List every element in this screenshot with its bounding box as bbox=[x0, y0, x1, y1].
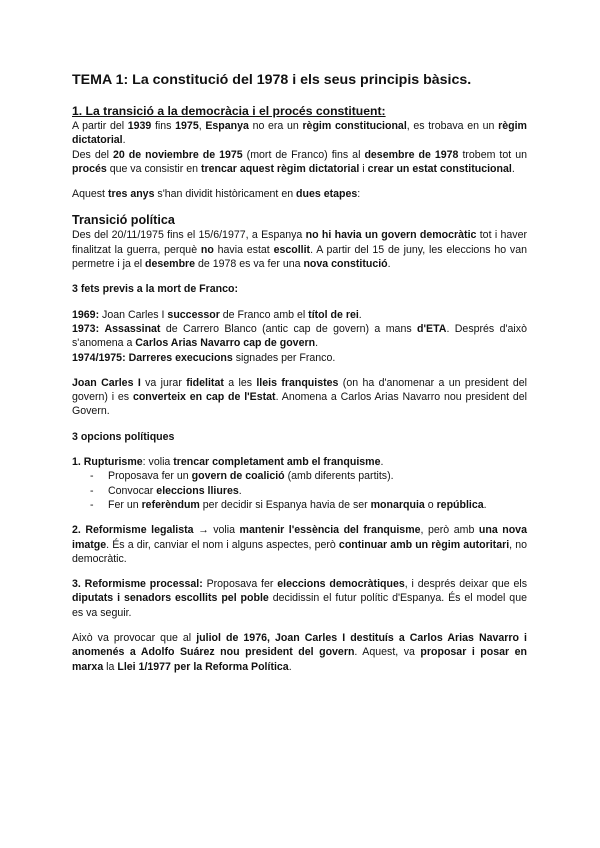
text-run: → volia bbox=[193, 524, 240, 537]
text-run: , però amb bbox=[420, 524, 479, 537]
bold-text-run: diputats i senadors escollits pel poble bbox=[72, 592, 269, 605]
text-run: s'han dividit històricament en bbox=[154, 188, 297, 201]
bold-text-run: títol de rei bbox=[308, 308, 359, 321]
opcio-rupturisme bbox=[72, 455, 527, 469]
bold-text-run: trencar aquest règim dictatorial bbox=[200, 162, 360, 175]
text-run: Joan Carles I bbox=[99, 308, 168, 321]
bold-text-run: crear un estat constitucional bbox=[367, 162, 512, 175]
bold-text-run: Darreres execucions bbox=[128, 351, 233, 364]
bold-text-run: eleccions lliures bbox=[156, 484, 239, 497]
text-run: signades per Franco. bbox=[232, 351, 336, 364]
text-run: fins bbox=[151, 120, 176, 132]
text-run: a les bbox=[223, 376, 257, 389]
bold-text-run: desembre de 1978 bbox=[364, 148, 459, 161]
bold-text-run: monarquia bbox=[370, 498, 425, 511]
bold-text-run: escollit bbox=[273, 243, 311, 256]
text-run: . bbox=[315, 337, 319, 350]
text-run: A partir del bbox=[72, 120, 128, 132]
bold-text-run: 20 de noviembre de 1975 bbox=[113, 148, 243, 161]
text-run: Proposava fer un bbox=[108, 470, 192, 483]
bold-text-run: juliol de 1976, Joan Carles I destituís a Carlos Arias Navarro i anomenés a Adolfo Suárez nou president del govern bbox=[72, 632, 527, 659]
text-run: Des del 20/11/1975 fins el 15/6/1977, a Espanya bbox=[72, 229, 306, 242]
text-run: tot i haver finalitzat la guerra, perquè bbox=[72, 229, 527, 256]
bold-text-run: 1939 bbox=[127, 120, 152, 132]
text-run: o bbox=[424, 498, 437, 511]
text-run: va jurar bbox=[140, 376, 187, 389]
text-run: i bbox=[359, 162, 368, 175]
bold-text-run: Llei 1/1977 per la Reforma Política bbox=[117, 660, 289, 673]
text-run: . bbox=[483, 498, 487, 511]
text-run: , i després deixar que els bbox=[404, 578, 527, 591]
bold-text-run: Carlos Arias Navarro cap de govern bbox=[135, 337, 316, 350]
paragraph-etapes bbox=[72, 187, 527, 201]
text-run: (mort de Franco) fins al bbox=[242, 148, 365, 161]
bold-text-run: Joan Carles I bbox=[72, 376, 141, 389]
paragraph-transicio bbox=[72, 228, 527, 271]
bold-text-run: procés bbox=[72, 162, 107, 175]
bold-text-run: no hi havia un govern democràtic bbox=[305, 229, 477, 242]
text-run: , no democràtic. bbox=[72, 538, 528, 565]
bold-text-run: eleccions democràtiques bbox=[277, 578, 405, 591]
text-run: Fer un bbox=[108, 498, 142, 511]
bold-text-run: referèndum bbox=[141, 498, 200, 511]
bold-text-run: 1974/1975: bbox=[72, 351, 126, 364]
text-run: Això va provocar que al bbox=[72, 632, 197, 645]
text-run: . bbox=[238, 484, 242, 497]
heading-fets-previs: 3 fets previs a la mort de Franco: bbox=[72, 283, 239, 296]
fet-1973 bbox=[72, 322, 527, 351]
text-run: Des del bbox=[72, 148, 113, 161]
bold-text-run: 1969: bbox=[72, 308, 100, 321]
text-run: . Després d'això s'anomena a bbox=[72, 322, 527, 350]
text-run: per decidir si Espanya havia de ser bbox=[199, 498, 371, 511]
bold-text-run: una nova imatge bbox=[72, 524, 527, 551]
bold-text-run: continuar amb un règim autoritari bbox=[338, 538, 510, 551]
text-run: de Carrero Blanco (antic cap de govern) a mans bbox=[160, 322, 418, 335]
text-run: . Aquest, va bbox=[354, 646, 421, 659]
text-run: que va consistir en bbox=[106, 162, 201, 175]
bold-text-run: proposar i posar en marxa bbox=[72, 646, 527, 673]
paragraph-proces bbox=[72, 148, 527, 177]
text-run: . És a dir, canviar el nom i alguns aspectes, però bbox=[106, 538, 339, 551]
bold-text-run: Espanya bbox=[205, 120, 249, 132]
text-run: . bbox=[288, 660, 292, 673]
bold-text-run: converteix en cap de l'Estat bbox=[132, 391, 276, 404]
fet-1974-1975 bbox=[72, 351, 527, 365]
text-run: . Anomena a Carlos Arias Navarro nou president del Govern. bbox=[72, 391, 527, 418]
bold-text-run: 1. Rupturisme bbox=[72, 456, 143, 469]
list-item bbox=[72, 484, 527, 498]
list-item bbox=[72, 469, 527, 483]
text-run: . bbox=[380, 456, 384, 469]
text-run: trobem tot un bbox=[458, 148, 527, 161]
text-run: no era un bbox=[248, 120, 303, 132]
text-run: . bbox=[358, 308, 362, 321]
document-body bbox=[72, 104, 527, 674]
bold-text-run: d'ETA bbox=[417, 322, 447, 335]
text-run: Aquest bbox=[72, 188, 108, 201]
text-run: (on ha d'anomenar a un president del govern) i es bbox=[72, 376, 527, 404]
bold-text-run: tres anys bbox=[107, 188, 155, 201]
fet-1969 bbox=[72, 308, 527, 322]
bold-text-run: 2. Reformisme legalista bbox=[72, 524, 194, 537]
bold-text-run: trencar completament amb el franquisme bbox=[173, 456, 381, 469]
text-run: (amb diferents partits). bbox=[284, 470, 394, 483]
bold-text-run: lleis franquistes bbox=[256, 376, 339, 389]
bold-text-run: successor bbox=[167, 308, 220, 321]
bold-text-run: 1975 bbox=[175, 120, 199, 132]
bold-text-run: dues etapes bbox=[296, 188, 358, 201]
bold-text-run: govern de coalició bbox=[191, 470, 285, 483]
paragraph-joan-carles bbox=[72, 376, 527, 419]
section-heading-transicio-democracia: 1. La transició a la democràcia i el procés constituent: bbox=[72, 104, 386, 118]
bold-text-run: règim constitucional bbox=[302, 120, 407, 132]
subheading-transicio-politica: Transició política bbox=[72, 213, 175, 228]
heading-opcions-politiques: 3 opcions polítiques bbox=[72, 430, 175, 443]
document-title: TEMA 1: La constitució del 1978 i els seus principis bàsics. bbox=[72, 72, 472, 88]
bold-text-run: nova constitució bbox=[303, 258, 388, 271]
bold-text-run: Assassinat bbox=[104, 322, 161, 335]
text-run: . bbox=[511, 162, 515, 175]
text-run: havia estat bbox=[213, 243, 274, 256]
bold-text-run: no bbox=[200, 243, 214, 256]
paragraph-conclusio bbox=[72, 631, 527, 674]
opcio-reformisme-legalista bbox=[72, 523, 527, 566]
bold-text-run: 3. Reformisme processal: bbox=[72, 578, 203, 591]
text-run: : bbox=[357, 188, 361, 201]
bold-text-run: mantenir l'essència del franquisme bbox=[239, 524, 421, 537]
text-run: la bbox=[103, 660, 118, 673]
text-run: de 1978 es va fer una bbox=[195, 258, 304, 271]
bold-text-run: república bbox=[436, 498, 484, 511]
text-run: Proposava fer bbox=[202, 578, 278, 591]
opcio-reformisme-processal bbox=[72, 577, 527, 620]
text-run: . A partir del 15 de juny, les eleccions ho van permetre i ja el bbox=[72, 243, 527, 271]
text-run: , bbox=[198, 120, 206, 132]
text-run: de Franco amb el bbox=[219, 308, 309, 321]
bold-text-run: desembre bbox=[145, 258, 196, 271]
text-run: decidissin el futur polític d'Espanya. És el model que es va seguir. bbox=[72, 592, 527, 619]
text-run: . bbox=[387, 258, 391, 271]
rupturisme-list bbox=[72, 469, 527, 512]
text-run: : volia bbox=[142, 456, 174, 469]
bold-text-run: règim dictatorial bbox=[72, 120, 527, 147]
paragraph-regim bbox=[72, 119, 527, 148]
text-run: , es trobava en un bbox=[406, 120, 499, 132]
text-run: Convocar bbox=[108, 484, 157, 497]
bold-text-run: 1973: bbox=[72, 322, 100, 335]
list-item bbox=[72, 498, 527, 512]
bold-text-run: fidelitat bbox=[186, 376, 224, 389]
text-run: . bbox=[122, 134, 126, 147]
